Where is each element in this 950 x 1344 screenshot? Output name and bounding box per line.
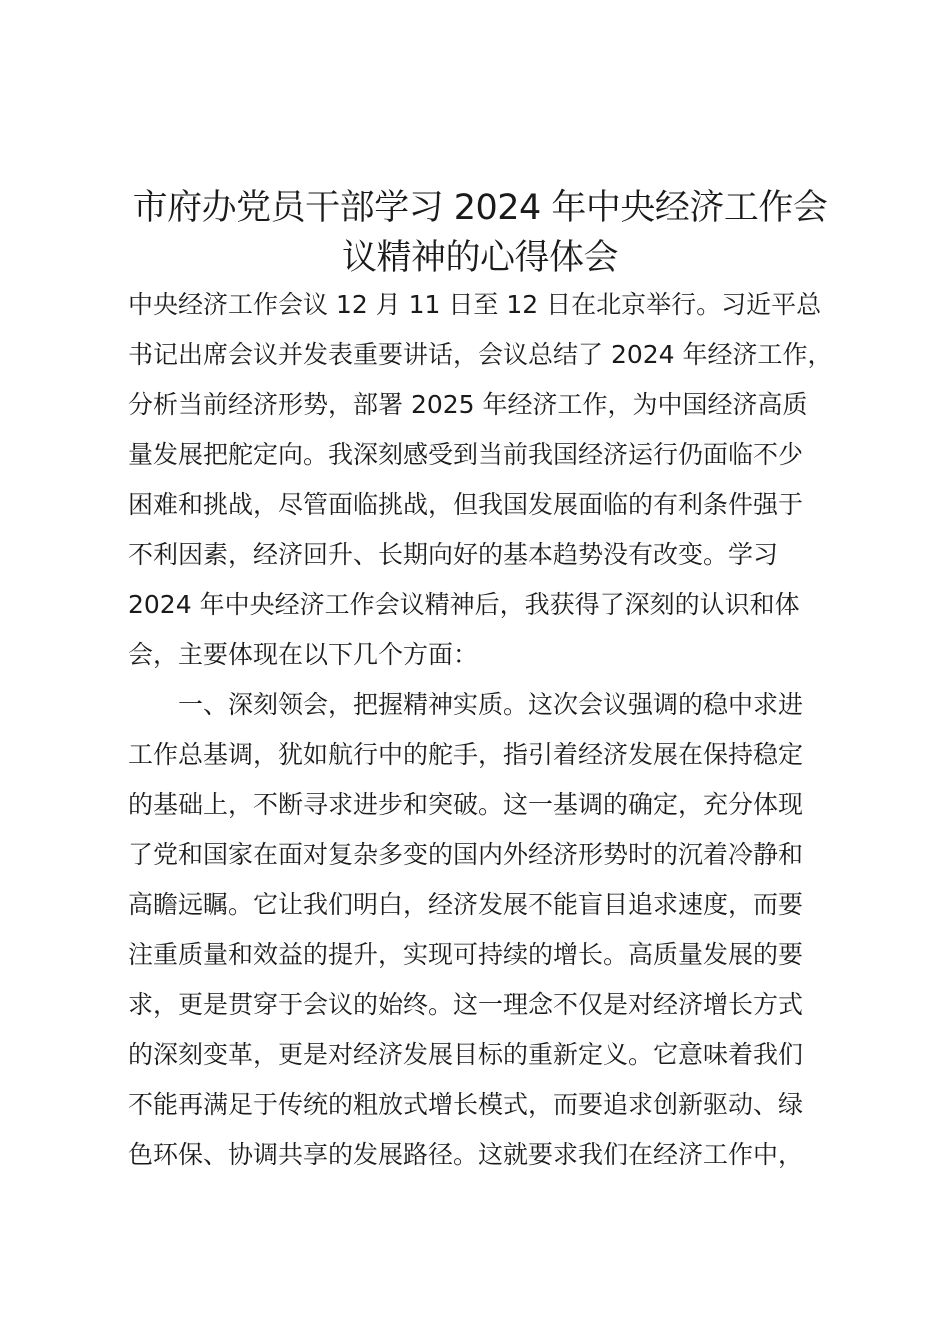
body-line: 的基础上，不断寻求进步和突破。这一基调的确定，充分体现 (128, 790, 804, 819)
body-line: 中央经济工作会议 12 月 11 日至 12 日在北京举行。习近平总 (128, 290, 822, 319)
body-line: 不利因素，经济回升、长期向好的基本趋势没有改变。学习 (128, 540, 779, 569)
body-line: 工作总基调，犹如航行中的舵手，指引着经济发展在保持稳定 (128, 740, 804, 769)
section-heading-line: 一、深刻领会，把握精神实质。这次会议强调的稳中求进 (178, 690, 804, 719)
body-line: 2024 年中央经济工作会议精神后，我获得了深刻的认识和体 (128, 590, 800, 619)
body-line: 量发展把舵定向。我深刻感受到当前我国经济运行仍面临不少 (128, 440, 804, 469)
body-line: 困难和挑战，尽管面临挑战，但我国发展面临的有利条件强于 (128, 490, 804, 519)
body-line: 分析当前经济形势，部署 2025 年经济工作，为中国经济高质 (128, 390, 808, 419)
body-line: 了党和国家在面对复杂多变的国内外经济形势时的沉着冷静和 (128, 840, 804, 869)
title-line-2: 议精神的心得体会 (341, 238, 618, 278)
body-line: 不能再满足于传统的粗放式增长模式，而要追求创新驱动、绿 (128, 1090, 804, 1119)
body-line: 求，更是贯穿于会议的始终。这一理念不仅是对经济增长方式 (128, 990, 804, 1019)
title-line-1: 市府办党员干部学习 2024 年中央经济工作会 (132, 188, 828, 228)
body-line: 色环保、协调共享的发展路径。这就要求我们在经济工作中， (128, 1140, 804, 1169)
document-title (110, 183, 850, 283)
document-body (128, 280, 840, 1180)
body-line: 注重质量和效益的提升，实现可持续的增长。高质量发展的要 (128, 940, 804, 969)
body-line: 会，主要体现在以下几个方面： (128, 640, 479, 669)
body-line: 高瞻远瞩。它让我们明白，经济发展不能盲目追求速度，而要 (128, 890, 804, 919)
body-line: 书记出席会议并发表重要讲话，会议总结了 2024 年经济工作， (128, 340, 833, 369)
body-line: 的深刻变革，更是对经济发展目标的重新定义。它意味着我们 (128, 1040, 804, 1069)
